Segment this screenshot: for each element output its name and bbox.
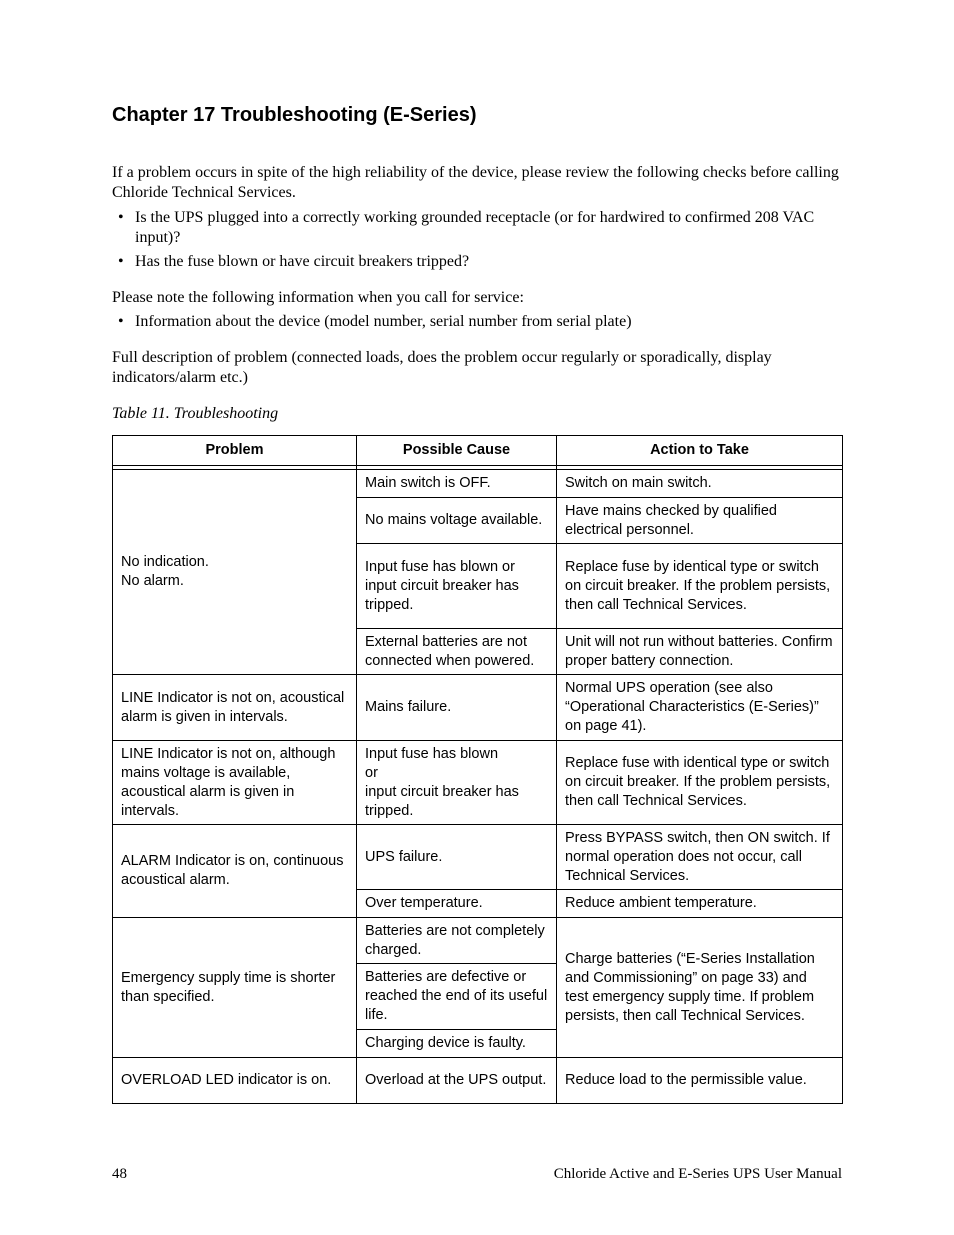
cause-cell: No mains voltage available.: [357, 498, 557, 544]
table-row: [113, 825, 843, 890]
cause-cell: Main switch is OFF.: [357, 470, 557, 498]
problem-cell: ALARM Indicator is on, continuous acoustical alarm.: [113, 825, 357, 918]
check-item: [112, 208, 844, 248]
page-number: 48: [112, 1166, 127, 1182]
bullet-icon: •: [118, 313, 124, 330]
table-header-row: [113, 436, 843, 466]
problem-cell: LINE Indicator is not on, acoustical alarm is given in intervals.: [113, 675, 357, 741]
column-header-cause: Possible Cause: [357, 436, 557, 466]
column-header-problem: Problem: [113, 436, 357, 466]
table-caption: Table 11. Troubleshooting: [112, 405, 279, 422]
intro-paragraph: If a problem occurs in spite of the high reliability of the device, please review the following checks before calling Chloride Technical Services.: [112, 164, 839, 201]
action-cell: Replace fuse with identical type or switch on circuit breaker. If the problem persists, then call Technical Services.: [557, 741, 843, 825]
cause-cell: External batteries are not connected when powered.: [357, 629, 557, 675]
table-row: [113, 1058, 843, 1104]
service-item-text: Information about the device (model number, serial number from serial plate): [135, 313, 632, 330]
table-row: [113, 470, 843, 498]
service-item: [112, 312, 844, 332]
action-cell: Replace fuse by identical type or switch on circuit breaker. If the problem persists, then call Technical Services.: [557, 544, 843, 629]
table-row: [113, 741, 843, 825]
problem-cell: LINE Indicator is not on, although mains voltage is available, acoustical alarm is given in intervals.: [113, 741, 357, 825]
cause-cell: Overload at the UPS output.: [357, 1058, 557, 1104]
check-item-text: Is the UPS plugged into a correctly working grounded receptacle (or for hardwired to confirmed 208 VAC input)?: [135, 209, 815, 246]
troubleshooting-table: [112, 435, 843, 1104]
bullet-icon: •: [118, 253, 124, 270]
bullet-icon: •: [118, 209, 124, 226]
problem-cell: Emergency supply time is shorter than specified.: [113, 918, 357, 1058]
action-cell: Unit will not run without batteries. Confirm proper battery connection.: [557, 629, 843, 675]
action-cell: Have mains checked by qualified electrical personnel.: [557, 498, 843, 544]
action-cell: Charge batteries (“E-Series Installation and Commissioning” on page 33) and test emergency supply time. If problem persists, then call Technical Services.: [557, 918, 843, 1058]
table-row: [113, 675, 843, 741]
cause-cell: Charging device is faulty.: [357, 1030, 557, 1058]
cause-cell: UPS failure.: [357, 825, 557, 890]
check-item: [112, 252, 844, 272]
table-row: [113, 918, 843, 964]
cause-cell: Over temperature.: [357, 890, 557, 918]
action-cell: Reduce ambient temperature.: [557, 890, 843, 918]
problem-cell: OVERLOAD LED indicator is on.: [113, 1058, 357, 1104]
problem-cell: No indication. No alarm.: [113, 470, 357, 675]
service-note: Please note the following information when you call for service:: [112, 289, 524, 306]
column-header-action: Action to Take: [557, 436, 843, 466]
action-cell: Switch on main switch.: [557, 470, 843, 498]
cause-cell: Mains failure.: [357, 675, 557, 741]
cause-cell: Batteries are not completely charged.: [357, 918, 557, 964]
action-cell: Press BYPASS switch, then ON switch. If normal operation does not occur, call Technical Services.: [557, 825, 843, 890]
action-cell: Reduce load to the permissible value.: [557, 1058, 843, 1104]
cause-cell: Batteries are defective or reached the end of its useful life.: [357, 964, 557, 1030]
check-item-text: Has the fuse blown or have circuit breakers tripped?: [135, 253, 470, 270]
cause-cell: Input fuse has blown or input circuit breaker has tripped.: [357, 544, 557, 629]
manual-title: Chloride Active and E-Series UPS User Manual: [553, 1166, 842, 1182]
action-cell: Normal UPS operation (see also “Operational Characteristics (E-Series)” on page 41).: [557, 675, 843, 741]
chapter-title: Chapter 17 Troubleshooting (E-Series): [112, 104, 477, 126]
cause-cell: Input fuse has blown or input circuit breaker has tripped.: [357, 741, 557, 825]
full-description: Full description of problem (connected loads, does the problem occur regularly or sporadically, display indicators/alarm etc.): [112, 349, 772, 386]
